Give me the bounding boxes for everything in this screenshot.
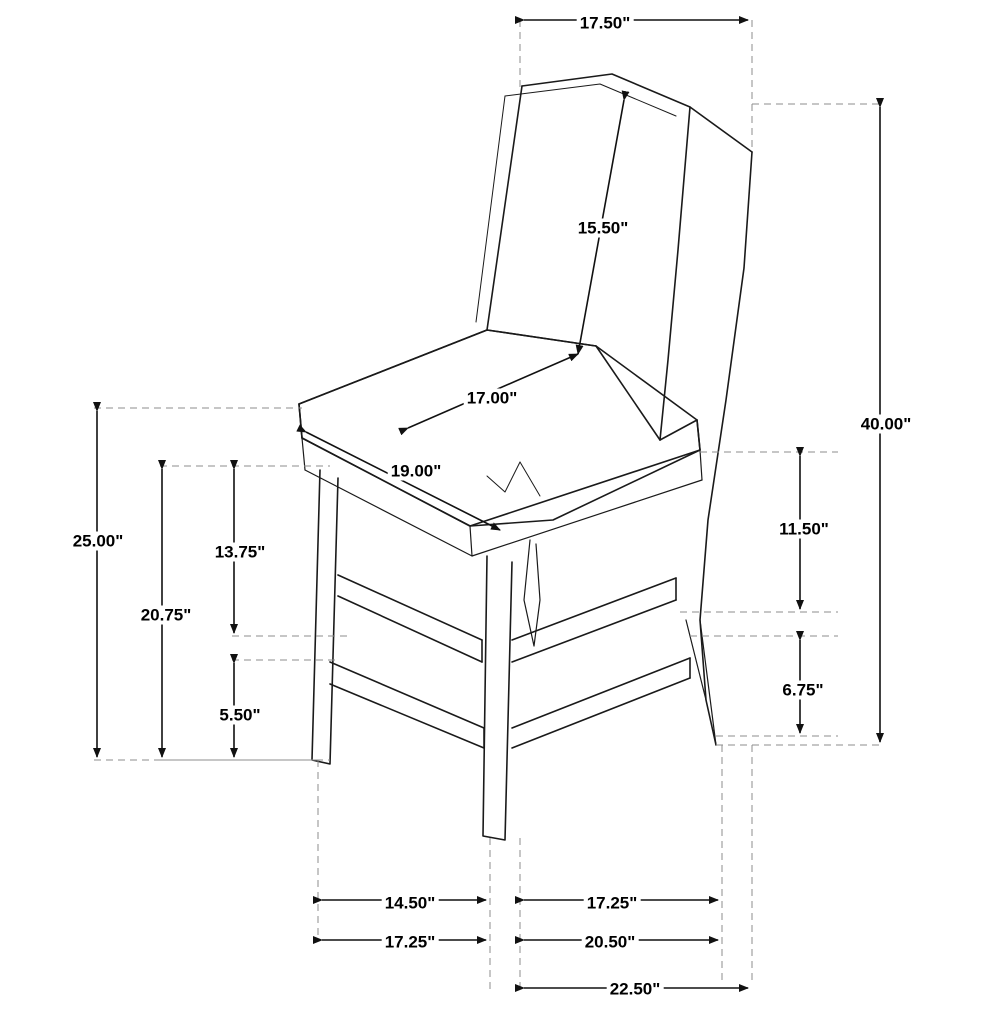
seat-back-right-edge — [596, 346, 697, 420]
dim-label-seat-width: 19.00" — [388, 462, 445, 481]
dim-label-seat-back-width-top: 17.50" — [577, 14, 634, 33]
seat-outline — [299, 330, 700, 526]
dim-label-rail-height-1: 13.75" — [212, 543, 269, 562]
dim-label-seat-depth: 17.00" — [464, 389, 521, 408]
back-right-outer-edge — [700, 152, 752, 745]
dim-label-seat-height-left: 25.00" — [70, 532, 127, 551]
back-panel-seam-top — [505, 84, 676, 116]
seat-apron-left — [302, 438, 305, 470]
seat-apron-front — [470, 526, 472, 556]
dim-label-lower-rail-right: 6.75" — [779, 681, 826, 700]
seat-apron-right — [700, 450, 702, 480]
dim-label-overall-height: 40.00" — [858, 415, 915, 434]
dim-label-side-depth-upper: 17.25" — [584, 894, 641, 913]
leg-back-left — [312, 470, 338, 764]
dim-label-base-width-left: 17.25" — [382, 933, 439, 952]
backrest-top-edge — [522, 74, 752, 152]
dim-label-back-height: 15.50" — [575, 219, 632, 238]
backrest-bottom-edge — [487, 330, 660, 440]
stretcher-left-lower — [330, 662, 484, 728]
dim-label-base-depth-right: 20.50" — [582, 933, 639, 952]
dim-label-front-leg-spread: 14.50" — [382, 894, 439, 913]
seat-crease-2 — [520, 462, 540, 496]
dim-label-seat-to-rail-right: 11.50" — [776, 520, 832, 539]
dim-label-overall-depth: 22.50" — [607, 980, 664, 999]
stretcher-right-lower — [512, 658, 690, 728]
seat-front-right-edge — [470, 450, 700, 526]
stretcher-right-lower-b — [512, 678, 690, 748]
seat-apron-bottom — [305, 470, 702, 556]
dim-label-rail-height-2: 20.75" — [138, 606, 195, 625]
back-right-inner-edge — [660, 107, 690, 440]
seat-back-left-edge — [299, 330, 487, 404]
stretcher-left-lower-b — [330, 684, 484, 748]
seat-crease — [487, 462, 520, 492]
leg-front-center — [483, 556, 512, 840]
dim-label-footrest-height: 5.50" — [216, 706, 263, 725]
stretcher-left-upper-b — [338, 596, 482, 662]
backrest-left-edge — [487, 86, 522, 330]
back-panel-seam-left — [476, 96, 505, 322]
seat-left-front-corner — [299, 404, 302, 438]
seat-right-corner — [697, 420, 700, 450]
dimension-arrows — [97, 20, 880, 988]
extension-lines — [94, 20, 882, 990]
leg-back-right — [700, 620, 716, 745]
stretcher-left-upper — [338, 575, 482, 640]
